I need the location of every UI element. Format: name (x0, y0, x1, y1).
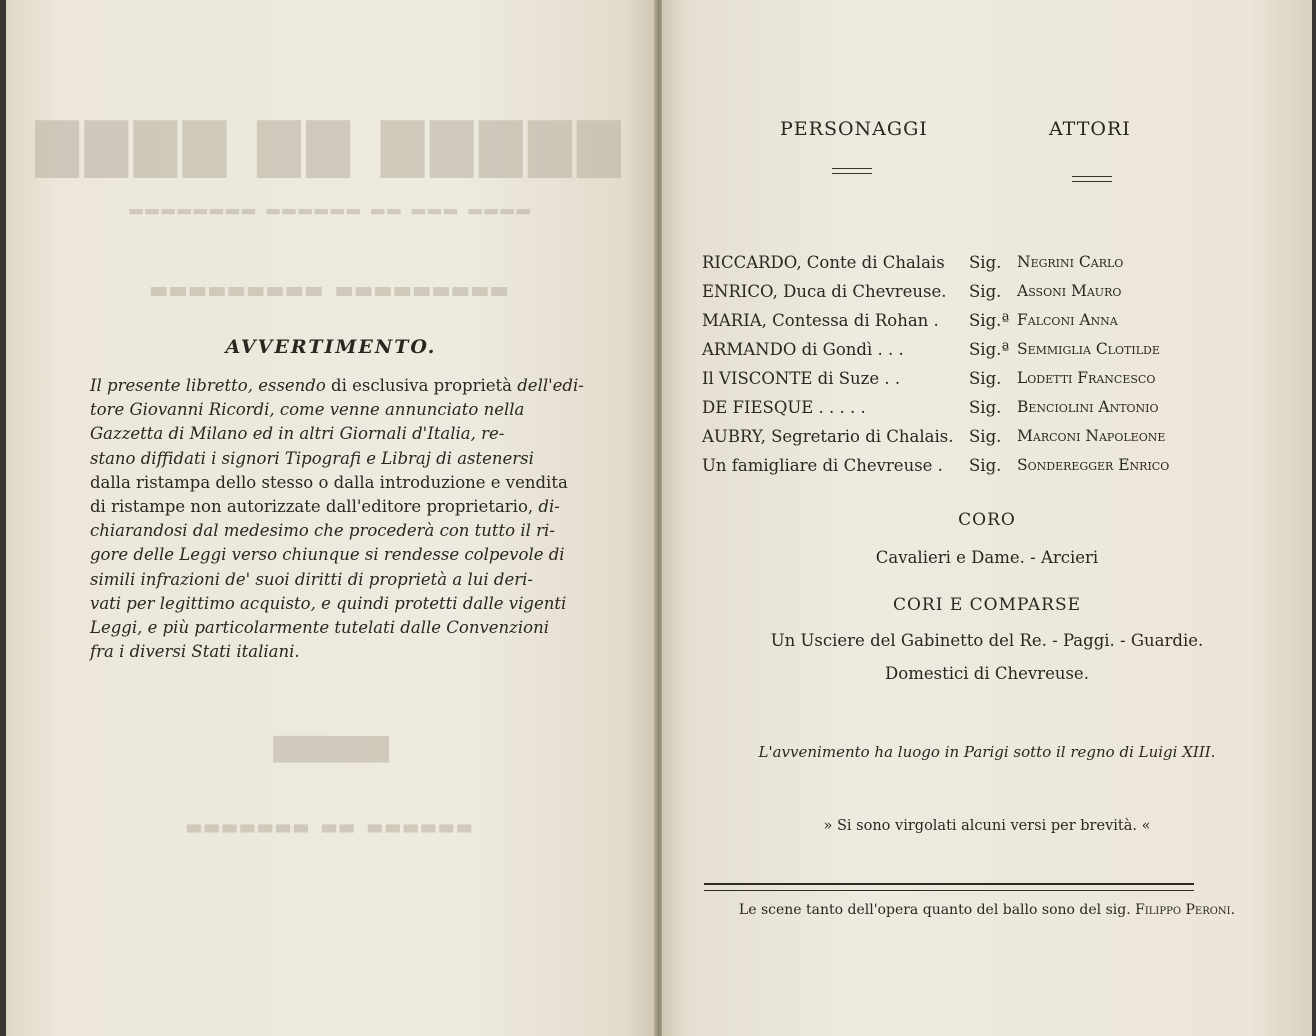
extras-line-2: Domestici di Chevreuse. (885, 664, 1089, 683)
cast-row (702, 427, 1192, 456)
cast-actor: Lodetti Francesco (1017, 369, 1156, 387)
cut-verses-note: » Si sono virgolati alcuni versi per brevità. « (823, 818, 1151, 834)
cast-role: RICCARDO, Conte di Chalais (702, 253, 945, 272)
notice-title: AVVERTIMENTO. (225, 336, 437, 358)
cast-role: ARMANDO di Gondì . . . (702, 340, 904, 359)
notice-segment: Il presente libretto, essendo (90, 376, 332, 395)
cast-actor: Assoni Mauro (1017, 282, 1122, 300)
notice-line (90, 592, 595, 616)
cast-title: Sig.ª (969, 340, 1010, 359)
cast-row (702, 253, 1192, 282)
cast-role: AUBRY, Segretario di Chalais. (702, 427, 954, 446)
chorus-heading: CORO (958, 510, 1016, 530)
cast-row (702, 456, 1192, 485)
notice-line (90, 568, 595, 592)
double-rule (1072, 176, 1112, 182)
notice-line (90, 471, 595, 495)
cast-actor: Benciolini Antonio (1017, 398, 1159, 416)
notice-segment: simili infrazioni de' suoi diritti di proprietà a lui deri- (90, 569, 533, 589)
scenery-credit (662, 902, 1312, 918)
extras-heading: CORI E COMPARSE (892, 595, 1082, 615)
notice-line (90, 398, 595, 422)
cast-title: Sig. (969, 282, 1002, 301)
notice-segment: di- (538, 497, 560, 517)
cast-role: DE FIESQUE . . . . . (702, 398, 866, 417)
credit-name: Filippo Peroni. (1135, 902, 1236, 918)
actors-heading: ATTORI (1049, 118, 1131, 140)
notice-segment: Gazzetta di Milano ed in altri Giornali d'Italia, re- (90, 424, 505, 444)
extras-line-1: Un Usciere del Gabinetto del Re. - Paggi. - Guardie. (770, 631, 1204, 650)
setting-note: L'avvenimento ha luogo in Parigi sotto il regno di Luigi XIII. (758, 743, 1216, 761)
cast-role: Il VISCONTE di Suze . . (702, 369, 901, 388)
cast-row (702, 340, 1192, 369)
notice-segment: gore delle Leggi verso chiunque si rendesse colpevole di (90, 545, 565, 565)
double-rule (832, 168, 872, 174)
notice-line (90, 543, 595, 567)
show-through-city: ▆▆▆▆▆ (273, 728, 389, 763)
separator-rule (704, 883, 1194, 891)
credit-prefix: Le scene tanto dell'opera quanto del ballo sono del sig. (738, 902, 1136, 918)
cast-title: Sig. (969, 369, 1002, 388)
notice-segment: stano diffidati i signori Tipografi e Libraj di astenersi (90, 448, 534, 468)
notice-segment: tore Giovanni Ricordi, come venne annunciato nella (90, 400, 525, 420)
notice-line (90, 495, 595, 519)
cast-title: Sig.ª (969, 311, 1010, 330)
notice-line (90, 640, 595, 664)
cast-title: Sig. (969, 427, 1002, 446)
cast-actor: Sonderegger Enrico (1017, 456, 1170, 474)
notice-line (90, 422, 595, 446)
notice-body (90, 374, 595, 664)
cast-list (702, 253, 1192, 485)
cast-actor: Falconi Anna (1017, 311, 1118, 329)
show-through-subtitle: ▂▂▂▂▂▂▂▂ ▂▂▂▂▂▂ ▂▂ ▂▂▂ ▂▂▂▂ (129, 195, 533, 215)
notice-line (90, 374, 595, 398)
notice-segment: Leggi, e più particolarmente tutelati dalle Convenzioni (90, 618, 549, 638)
cast-role: Un famigliare di Chevreuse . (702, 456, 943, 475)
cast-actor: Semmiglia Clotilde (1017, 340, 1160, 358)
notice-segment: vati per legittimo acquisto, e quindi protetti dalle vigenti (90, 593, 567, 613)
cast-actor: Marconi Napoleone (1017, 427, 1166, 445)
notice-line (90, 616, 595, 640)
cast-title: Sig. (969, 398, 1002, 417)
cast-actor: Negrini Carlo (1017, 253, 1124, 271)
cast-row (702, 282, 1192, 311)
cast-role: ENRICO, Duca di Chevreuse. (702, 282, 947, 301)
show-through-author: ▃▃▃▃▃▃▃▃▃ ▃▃▃▃▃▃▃▃▃ (151, 272, 511, 296)
notice-segment: dell'edi- (517, 376, 584, 395)
show-through-title: ▇▇▇▇ ▇▇ ▇▇▇▇▇ (35, 112, 627, 178)
notice-segment: chiarandosi dal medesimo che procederà con tutto il ri- (90, 521, 555, 541)
show-through-publisher: ▃▃▃▃▃▃▃ ▃▃ ▃▃▃▃▃▃ (186, 812, 476, 833)
right-page (662, 0, 1312, 1036)
chorus-text: Cavalieri e Dame. - Arcieri (875, 548, 1099, 567)
notice-line (90, 519, 595, 543)
characters-heading: PERSONAGGI (780, 118, 928, 140)
notice-segment: dalla ristampa dello stesso o dalla introduzione e vendita (90, 472, 568, 492)
cast-title: Sig. (969, 456, 1002, 475)
cast-title: Sig. (969, 253, 1002, 272)
cast-role: MARIA, Contessa di Rohan . (702, 311, 939, 330)
cast-row (702, 311, 1192, 340)
notice-line (90, 447, 595, 471)
notice-segment: fra i diversi Stati italiani. (90, 642, 300, 662)
cast-row (702, 369, 1192, 398)
left-page (6, 0, 656, 1036)
notice-segment: di ristampe non autorizzate dall'editore proprietario, (90, 497, 539, 517)
cast-row (702, 398, 1192, 427)
notice-segment: di esclusiva proprietà (331, 376, 518, 395)
